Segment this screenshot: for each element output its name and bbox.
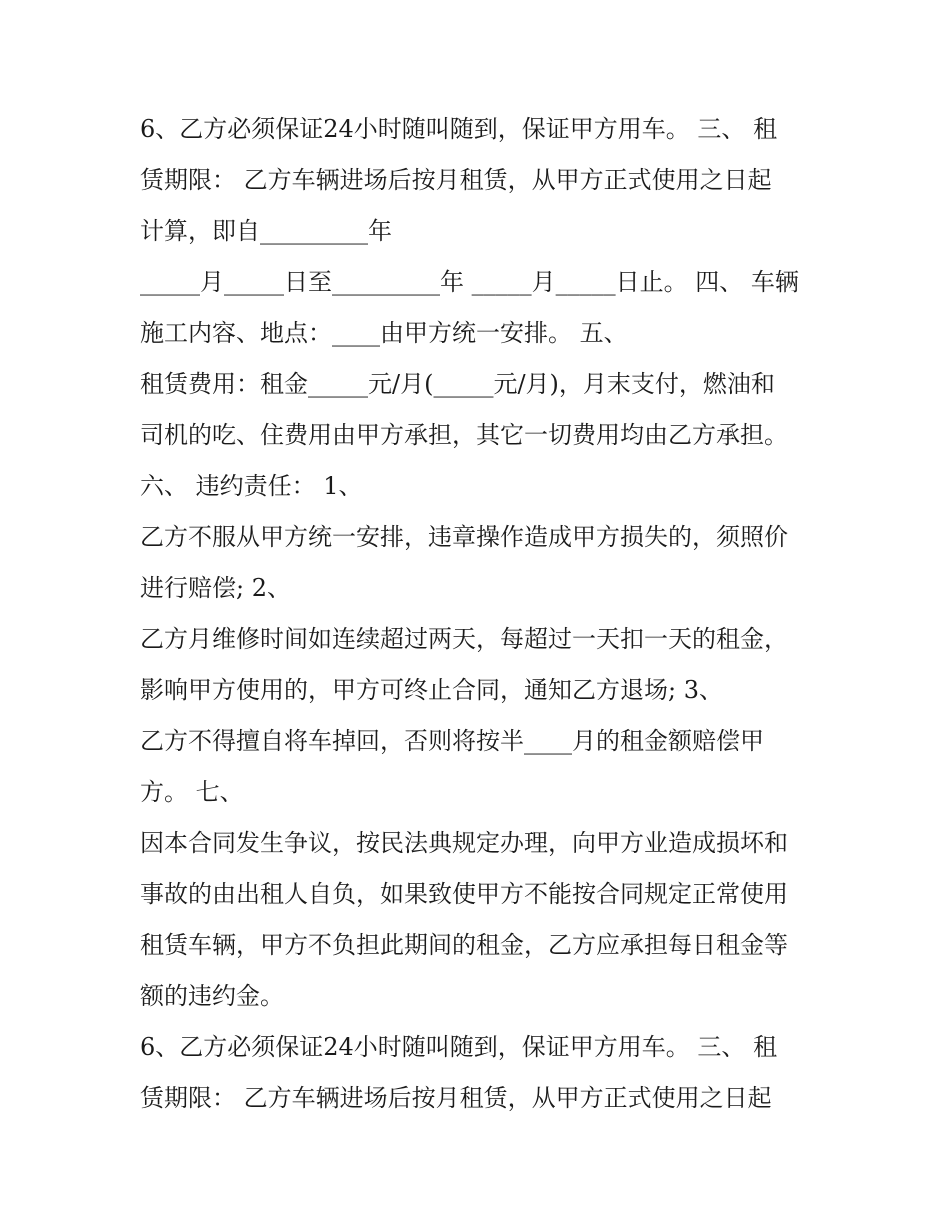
text-line: 方。 七、 — [140, 778, 244, 806]
text-line: 乙方不得擅自将车掉回，否则将按半____月的租金额赔偿甲 — [140, 727, 764, 755]
contract-text — [140, 104, 820, 1124]
text-line: 影响甲方使用的，甲方可终止合同，通知乙方退场; 3、 — [140, 676, 723, 704]
text-line: 额的违约金。 — [140, 982, 284, 1010]
text-line: 因本合同发生争议，按民法典规定办理，向甲方业造成损坏和 — [140, 829, 788, 857]
text-line: 进行赔偿; 2、 — [140, 574, 291, 602]
text-line: 赁期限： 乙方车辆进场后按月租赁，从甲方正式使用之日起 — [140, 1084, 772, 1112]
text-line: _____月_____日至_________年 _____月_____日止。 四、 车辆 — [140, 268, 799, 296]
text-line: 乙方月维修时间如连续超过两天，每超过一天扣一天的租金， — [140, 625, 788, 653]
text-line: 司机的吃、住费用由甲方承担，其它一切费用均由乙方承担。 — [140, 421, 788, 449]
text-line: 事故的由出租人自负，如果致使甲方不能按合同规定正常使用 — [140, 880, 788, 908]
text-line: 6、乙方必须保证24小时随叫随到，保证甲方用车。 三、 租 — [140, 1033, 778, 1061]
text-line: 施工内容、地点：____由甲方统一安排。 五、 — [140, 319, 628, 347]
text-line: 租赁费用：租金_____元/月(_____元/月)，月末支付，燃油和 — [140, 370, 775, 398]
text-line: 六、 违约责任： 1、 — [140, 472, 363, 500]
text-line: 租赁车辆，甲方不负担此期间的租金，乙方应承担每日租金等 — [140, 931, 788, 959]
text-line: 6、乙方必须保证24小时随叫随到，保证甲方用车。 三、 租 — [140, 115, 778, 143]
text-line: 计算，即自_________年 — [140, 217, 392, 245]
text-line: 赁期限： 乙方车辆进场后按月租赁，从甲方正式使用之日起 — [140, 166, 772, 194]
text-line: 乙方不服从甲方统一安排，违章操作造成甲方损失的，须照价 — [140, 523, 788, 551]
